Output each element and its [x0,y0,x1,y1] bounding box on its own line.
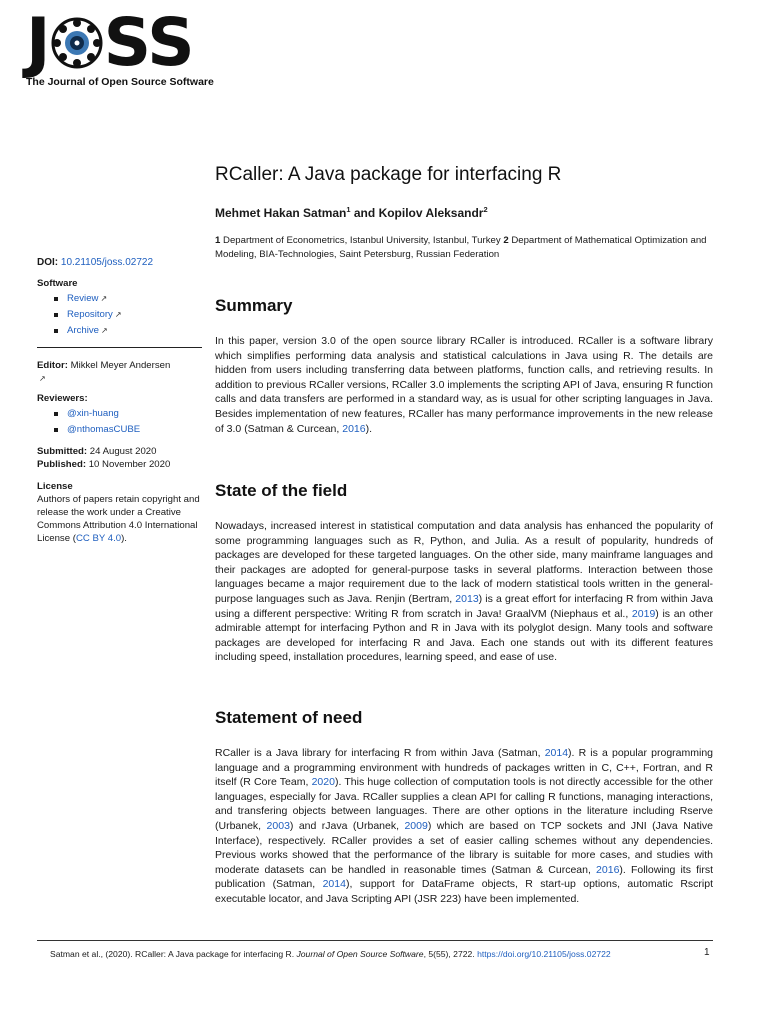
doi-link[interactable]: 10.21105/joss.02722 [60,257,154,268]
joss-logo [26,4,226,92]
citation-link[interactable]: 2014 [544,747,569,759]
reviewer-link[interactable]: @nthomasCUBE [67,424,141,435]
reviewer-link[interactable]: @xin-huang [67,408,119,419]
sidebar-divider [37,347,202,348]
journal-name: Journal of Open Source Software [296,949,424,959]
reviewers-list [37,407,202,436]
software-links [37,292,202,337]
editor-label: Editor: [37,360,68,371]
footer-rule [37,940,713,941]
editor-name[interactable]: Mikkel Meyer Andersen [70,360,171,371]
joss-seal-icon [51,17,103,69]
author-name: Kopilov Aleksandr [378,206,484,220]
doi-block [37,256,202,269]
external-link-icon[interactable]: ↗ [39,374,46,383]
summary-paragraph: In this paper, version 3.0 of the open source library RCaller is introduced. RCaller is a software library which simplifies performing data analysis and statistical calculations in Java using R. The details are hidden from users including transferring data between platforms, function calls, and retrieving results. In addition to previous RCaller versions, RCaller 3.0 implements the scripting API of Java, ensuring R function calls and data transfers are performed in a standard way, as is usual for other scripting languages in Java. Besides implementation of new features, RCaller has many performance improvements in the new release of 3.0 (Satman & Curcean, 2016). [215,335,713,435]
external-link-icon: ↗ [114,310,122,319]
paper-title: RCaller: A Java package for interfacing R [215,164,562,185]
need-paragraph: RCaller is a Java library for interfacing R from within Java (Satman, 2014). R is a popular programming language and a programming environment with hundreds of packages written in C, C++, Fortran, and R itself (R Core Team, 2020). This huge collection of computation tools is not directly accessible for the other languages, especially for Java. RCaller supplies a clean API for calling R functions, managing interactions, and transfering objects between languages. There are other options in the literature including Rserve (Urbanek, 2003) and rJava (Urbanek, 2009) which are based on TCP sockets and JNI (Java Native Interface), respectively. RCaller provides a set of easier calling schemes without any dependencies. Previous works showed that the performance of the library is suitable for more cases, and studies with moderate datasets can be handled in reasonable times (Satman & Curcean, 2016). Following its first publication (Satman, 2014), support for DataFrame objects, R start-up options, automatic Rscript executable locator, and Java Scripting API (JSR 223) have been implemented. [215,747,714,905]
published-date: 10 November 2020 [88,459,171,470]
sidebar [37,256,202,545]
citation-link[interactable]: 2009 [404,819,428,832]
software-link-archive [67,324,202,337]
footer-citation: Satman et al., (2020). RCaller: A Java package for interfacing R. Journal of Open Source Software, 5(55), 2722. https://doi.org/10.21105/joss.02722 [50,949,611,959]
license-text: Authors of papers retain copyright and release the work under a Creative Commons Attribution 4.0 International License (CC BY 4.0). [37,494,200,544]
section-heading-state: State of the field [215,481,348,500]
section-heading-need: Statement of need [215,708,363,727]
logo-wordmark: J SS [26,4,194,81]
reviewer-item [67,407,202,420]
software-link-review [67,292,202,305]
reviewers-label: Reviewers: [37,393,88,404]
citation-link[interactable]: 2003 [266,819,290,832]
state-paragraph: Nowadays, increased interest in statistical computation and data analysis has enhanced the popularity of some programming languages such as R, Python, and Julia. As a result of popularity, hundreds of packages are developed for these targeted languages. On the other side, many mainframe languages and their packages are adopted for general-purpose tasks in several platforms. Interaction between those languages became a major requirement due to the lack of modern statistical tools written in the general-purpose languages such as Java. Renjin (Bertram, 2013) is a great effort for interfacing R from within Java using a different perspective: Writing R from scratch in Java! GraalVM (Niephaus et al., 2019) is an other admirable attempt for interfacing Python and R in Java with its polyglot design. Many tools and software packages are developed for interfacing R and Java. Each one stands out with its different features including speed, installation procedures, learning speed, and ease of use. [215,520,713,664]
submitted-date: 24 August 2020 [89,446,157,457]
page-number: 1 [704,947,710,958]
external-link-icon: ↗ [101,326,108,335]
doi-label: DOI: [37,257,59,268]
review-link[interactable]: Review [67,293,99,304]
published-line [37,458,202,471]
footer-doi-link[interactable]: https://doi.org/10.21105/joss.02722 [477,949,611,959]
submitted-line [37,445,202,458]
citation-link[interactable]: 2013 [455,592,479,605]
citation-link[interactable]: 2014 [322,878,346,891]
citation-link[interactable]: 2016 [342,422,366,435]
editor-block [37,359,202,385]
software-link-repository [67,308,202,321]
license-label: License [37,481,73,492]
section-heading-summary: Summary [215,296,293,315]
submitted-label: Submitted: [37,446,88,457]
citation-link[interactable]: 2016 [596,863,620,876]
cc-by-link[interactable]: CC BY 4.0 [75,533,122,544]
affiliations: 1 Department of Econometrics, Istanbul University, Istanbul, Turkey 2 Department of Mathematical Optimization and Modeling, BIA-Technologies, Saint Petersburg, Russian Federation [215,235,707,260]
citation-link[interactable]: 2019 [631,607,656,620]
archive-link[interactable]: Archive [67,325,99,336]
repository-link[interactable]: Repository [67,309,113,320]
author-line: Mehmet Hakan Satman$^1$ and Kopilov Aleksandr$^2$ [215,205,488,220]
external-link-icon: ↗ [100,294,108,303]
logo-subtitle: The Journal of Open Source Software [26,76,214,88]
citation-link[interactable]: 2020 [311,776,335,789]
software-label: Software [37,278,78,289]
published-label: Published: [37,459,87,470]
reviewer-item [67,423,202,436]
author-name: Mehmet Hakan Satman [215,206,347,220]
